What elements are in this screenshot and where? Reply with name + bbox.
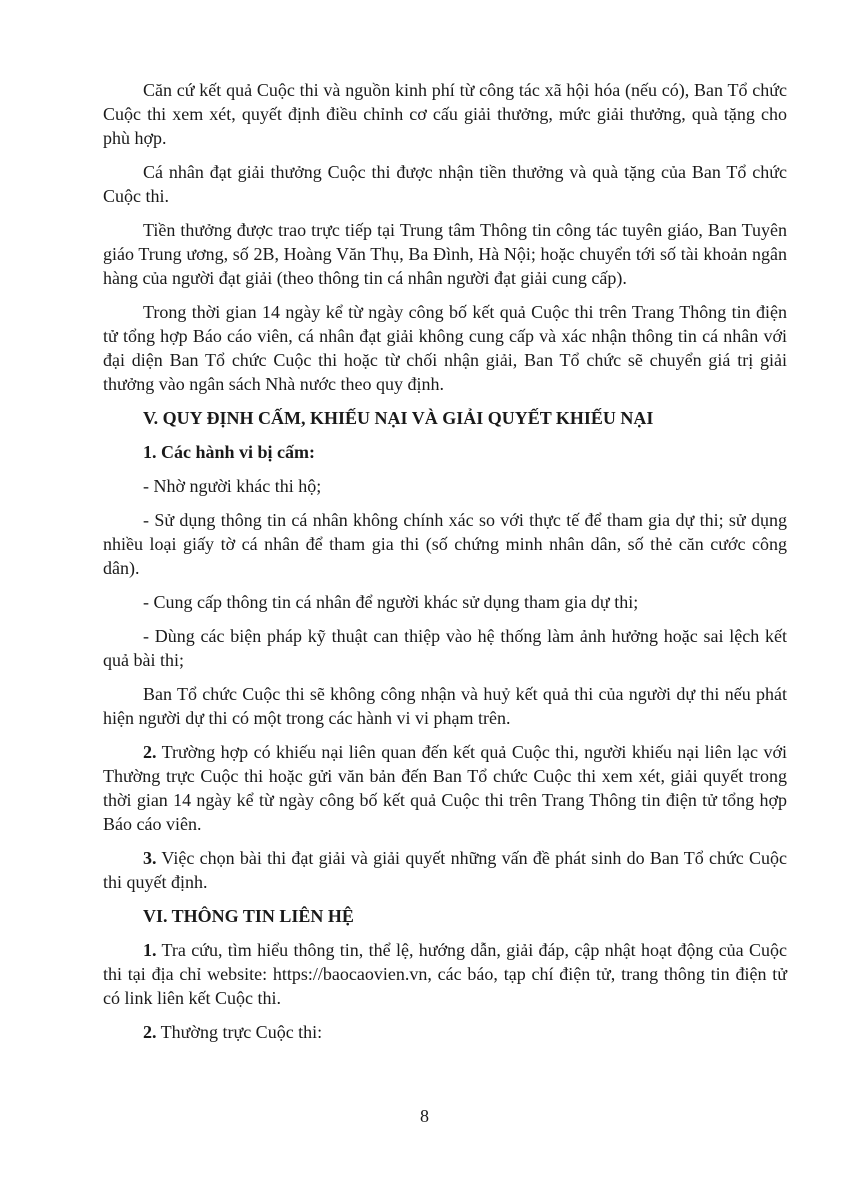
section-6-point-1 — [103, 938, 787, 1010]
point-number: 3. — [143, 848, 157, 868]
section-5-point-3 — [103, 846, 787, 894]
paragraph-prize-recipients: Cá nhân đạt giải thưởng Cuộc thi được nhận tiền thưởng và quà tặng của Ban Tổ chức Cuộc thi. — [103, 162, 787, 206]
prohibited-item: - Sử dụng thông tin cá nhân không chính xác so với thực tế để tham gia dự thi; sử dụng nhiều loại giấy tờ cá nhân để tham gia thi (số chứng minh nhân dân, số thẻ căn cước công dân). — [103, 510, 787, 578]
document-page — [103, 78, 787, 1054]
point-text: Việc chọn bài thi đạt giải và giải quyết những vấn đề phát sinh do Ban Tổ chức Cuộc thi quyết định. — [103, 848, 787, 892]
prohibited-item: - Cung cấp thông tin cá nhân để người khác sử dụng tham gia dự thi; — [143, 592, 639, 612]
point-number: 2. — [143, 742, 157, 762]
section-6-point-2 — [103, 1020, 787, 1044]
section-5-point-2 — [103, 740, 787, 836]
paragraph-violation-consequence: Ban Tổ chức Cuộc thi sẽ không công nhận và huỷ kết quả thi của người dự thi nếu phát hiện người dự thi có một trong các hành vi vi phạm trên. — [103, 684, 787, 728]
paragraph-prize-deadline: Trong thời gian 14 ngày kể từ ngày công bố kết quả Cuộc thi trên Trang Thông tin điện tử tổng hợp Báo cáo viên, cá nhân đạt giải không cung cấp và xác nhận thông tin cá nhân với đại diện Ban Tổ chức Cuộc thi hoặc từ chối nhận giải, Ban Tổ chức sẽ chuyển giá trị giải thưởng vào ngân sách Nhà nước theo quy định. — [103, 302, 787, 394]
section-5-subheading-prohibited: 1. Các hành vi bị cấm: — [143, 442, 316, 462]
point-number: 2. — [143, 1022, 157, 1042]
page-number: 8 — [420, 1106, 429, 1126]
paragraph-prize-delivery: Tiền thưởng được trao trực tiếp tại Trung tâm Thông tin công tác tuyên giáo, Ban Tuyên giáo Trung ương, số 2B, Hoàng Văn Thụ, Ba Đình, Hà Nội; hoặc chuyển tới số tài khoản ngân hàng của người đạt giải (theo thông tin cá nhân người đạt giải cung cấp). — [103, 220, 787, 288]
section-5-heading: V. QUY ĐỊNH CẤM, KHIẾU NẠI VÀ GIẢI QUYẾT KHIẾU NẠI — [143, 408, 654, 428]
prohibited-item: - Dùng các biện pháp kỹ thuật can thiệp vào hệ thống làm ảnh hưởng hoặc sai lệch kết quả bài thi; — [103, 626, 787, 670]
point-text: Trường hợp có khiếu nại liên quan đến kết quả Cuộc thi, người khiếu nại liên lạc với Thường trực Cuộc thi hoặc gửi văn bản đến Ban Tổ chức Cuộc thi xem xét, giải quyết trong thời gian 14 ngày kể từ ngày công bố kết quả Cuộc thi trên Trang Thông tin điện tử tổng hợp Báo cáo viên. — [103, 742, 787, 834]
point-number: 1. — [143, 940, 157, 960]
prohibited-item: - Nhờ người khác thi hộ; — [143, 476, 322, 496]
point-text: Tra cứu, tìm hiểu thông tin, thể lệ, hướng dẫn, giải đáp, cập nhật hoạt động của Cuộc thi tại địa chỉ website: https://baocaovien.vn, các báo, tạp chí điện tử, trang thông tin điện tử có link liên kết Cuộc thi. — [103, 940, 787, 1008]
paragraph-prize-adjustment: Căn cứ kết quả Cuộc thi và nguồn kinh phí từ công tác xã hội hóa (nếu có), Ban Tổ chức Cuộc thi xem xét, quyết định điều chỉnh cơ cấu giải thưởng, mức giải thưởng, quà tặng cho phù hợp. — [103, 80, 787, 148]
point-text: Thường trực Cuộc thi: — [156, 1022, 323, 1042]
section-6-heading: VI. THÔNG TIN LIÊN HỆ — [143, 906, 354, 926]
